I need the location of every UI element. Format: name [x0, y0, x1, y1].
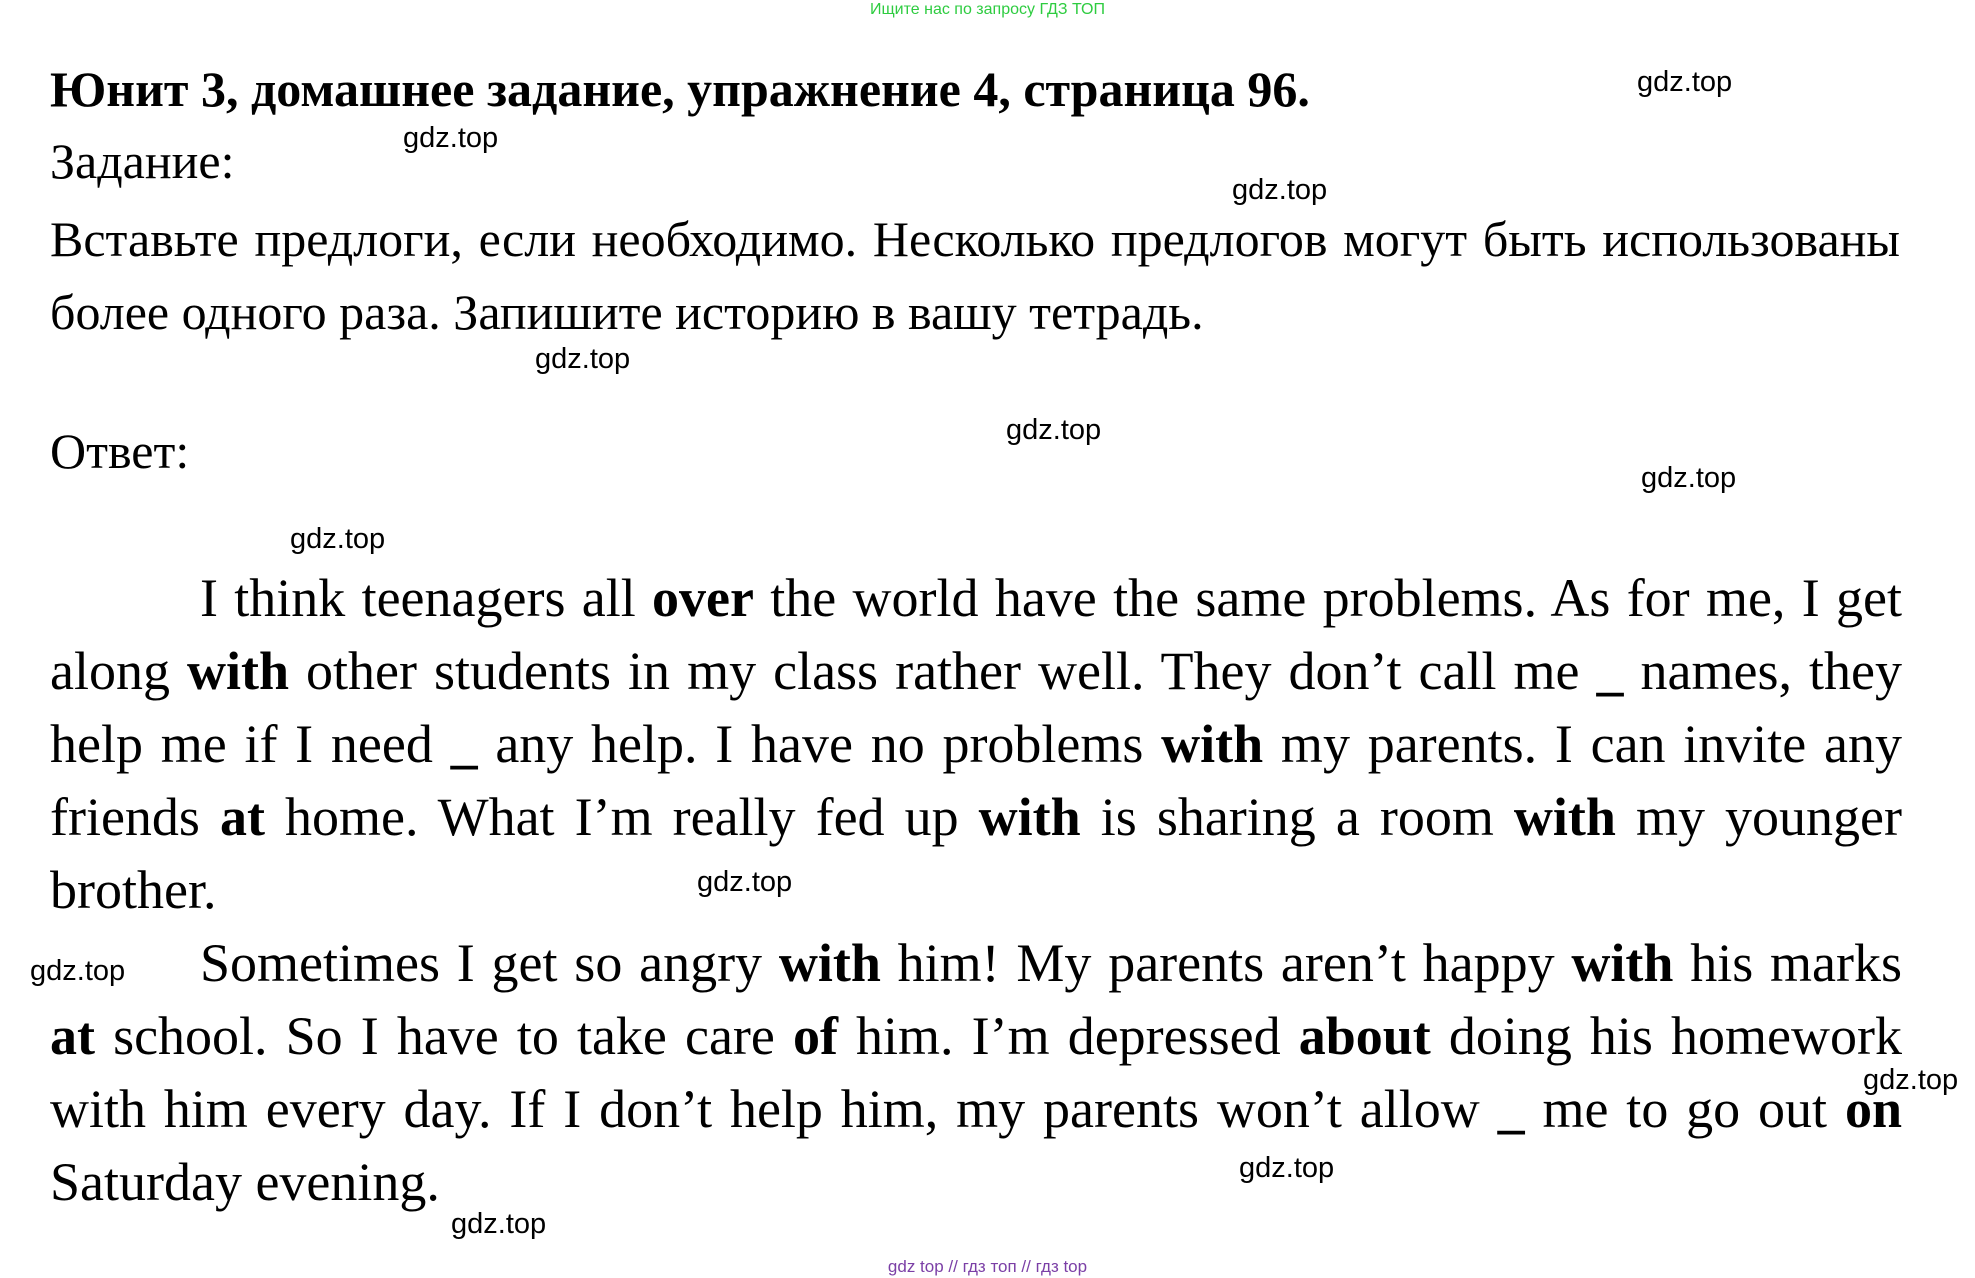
answer-text-segment: doing his homework with him every day. If I don’t help him, my parents won’t allow	[50, 1006, 1902, 1139]
answer-preposition: _	[1596, 641, 1624, 701]
watermark: gdz.top	[451, 1208, 547, 1240]
footer-links[interactable]: gdz top // гдз топ // гдз top	[887, 1257, 1088, 1276]
answer-paragraph	[50, 927, 1902, 1219]
answer-preposition: of	[792, 1006, 838, 1066]
top-banner: Ищите нас по запросу ГДЗ ТОП	[870, 1, 1105, 18]
answer-preposition: with	[1513, 787, 1616, 847]
answer-text-segment: him! My parents aren’t happy	[880, 933, 1572, 993]
answer-text-segment: Saturday evening.	[50, 1152, 440, 1212]
answer-preposition: _	[1497, 1079, 1525, 1139]
answer-text-segment: me to go out	[1524, 1079, 1845, 1139]
answer-preposition: about	[1298, 1006, 1431, 1066]
answer-text-segment: school. So I have to take care	[94, 1006, 793, 1066]
answer-text-segment: home. What I’m really fed up	[265, 787, 979, 847]
answer-text-segment: my younger brother.	[50, 787, 1903, 920]
answer-label: Ответ:	[50, 423, 190, 479]
answer-preposition: on	[1844, 1079, 1902, 1139]
answer-text	[50, 562, 1902, 1219]
answer-text-segment: the world have the same problems. As for me, I get along	[50, 568, 1902, 701]
watermark: gdz.top	[30, 955, 126, 987]
answer-preposition: with	[1571, 933, 1674, 993]
answer-text-segment: other students in my class rather well. They don’t call me	[289, 641, 1597, 701]
watermark: gdz.top	[535, 343, 631, 375]
watermark: gdz.top	[1863, 1064, 1959, 1096]
answer-preposition: with	[187, 641, 290, 701]
watermark: gdz.top	[1637, 66, 1733, 98]
task-label: Задание:	[50, 133, 235, 189]
answer-text-segment: names, they help me if I need	[50, 641, 1902, 774]
answer-paragraph	[50, 562, 1902, 927]
watermark: gdz.top	[697, 866, 793, 898]
answer-preposition: _	[450, 714, 478, 774]
watermark: gdz.top	[1232, 174, 1328, 206]
answer-preposition: at	[220, 787, 265, 847]
task-text: Вставьте предлоги, если необходимо. Несколько предлогов могут быть использованы более одного раза. Запишите историю в вашу тетрадь.	[50, 211, 1900, 340]
answer-text-segment: Sometimes I get so angry	[200, 933, 779, 993]
answer-text-segment: I think teenagers all	[200, 568, 653, 628]
answer-text-segment: him. I’m depressed	[837, 1006, 1299, 1066]
answer-preposition: with	[978, 787, 1081, 847]
answer-preposition: over	[652, 568, 754, 628]
answer-preposition: at	[50, 1006, 95, 1066]
answer-preposition: with	[778, 933, 881, 993]
answer-preposition: with	[1161, 714, 1264, 774]
answer-text-segment: his marks	[1673, 933, 1902, 993]
answer-text-segment: my parents. I can invite any friends	[50, 714, 1902, 847]
watermark: gdz.top	[1641, 462, 1737, 494]
watermark: gdz.top	[1006, 414, 1102, 446]
watermark: gdz.top	[403, 122, 499, 154]
answer-text-segment: is sharing a room	[1080, 787, 1514, 847]
watermark: gdz.top	[1239, 1152, 1335, 1184]
watermark: gdz.top	[290, 523, 386, 555]
page-title: Юнит 3, домашнее задание, упражнение 4, страница 96.	[50, 61, 1310, 117]
answer-text-segment: any help. I have no problems	[477, 714, 1162, 774]
